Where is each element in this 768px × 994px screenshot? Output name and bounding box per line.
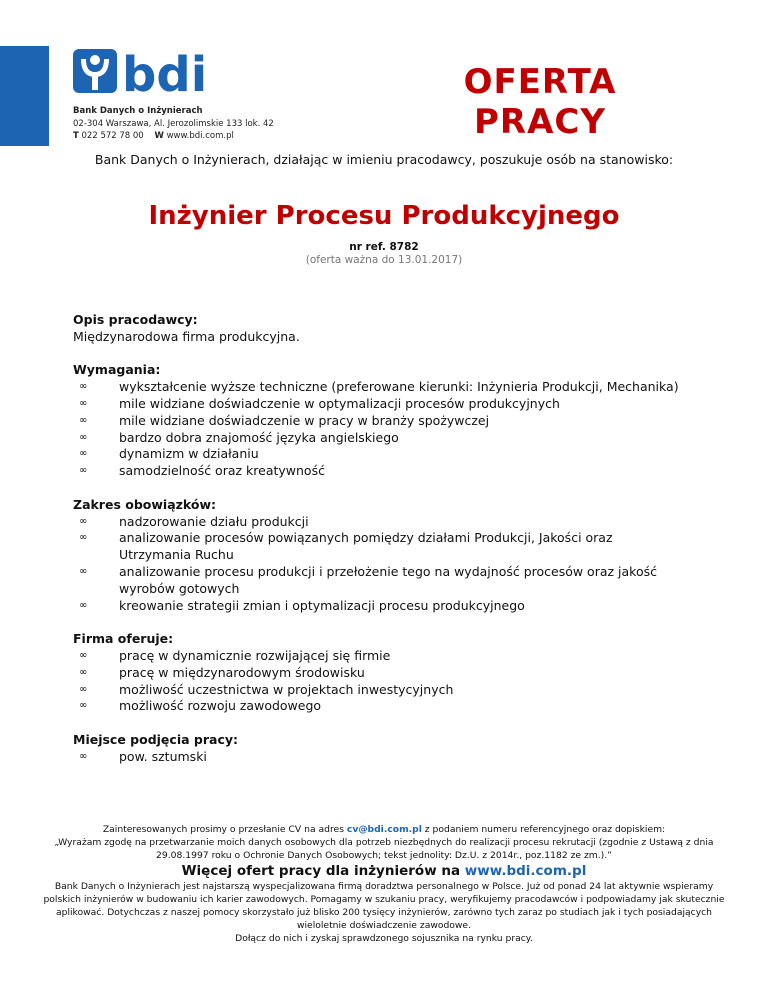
duty-item: ∞ kreowanie strategii zmian i optymalizacji procesu produkcyjnego xyxy=(73,598,713,615)
benefit-item: ∞ pracę w międzynarodowym środowisku xyxy=(73,665,713,682)
duties-heading: Zakres obowiązków: xyxy=(73,496,217,512)
reference-number: nr ref. 8782 xyxy=(349,241,419,253)
job-title: Inżynier Procesu Produkcyjnego xyxy=(148,201,620,231)
benefit-item: ∞ możliwość rozwoju zawodowego xyxy=(73,698,713,715)
location-heading: Miejsce podjęcia pracy: xyxy=(73,731,238,747)
benefit-item: ∞ pracę w dynamicznie rozwijającej się firmie xyxy=(73,648,713,665)
bdi-logo xyxy=(73,47,213,95)
requirement-item: ∞ mile widziane doświadczenie w pracy w branży spożywczej xyxy=(73,413,713,430)
more-offers xyxy=(40,863,728,880)
benefits-heading: Firma oferuje: xyxy=(73,631,174,647)
company-contact xyxy=(73,130,274,143)
requirement-item: ∞ wykształcenie wyższe techniczne (preferowane kierunki: Inżynieria Produkcji, Mechanika) xyxy=(73,379,713,396)
bdi-person-icon xyxy=(73,49,117,93)
company-phone: 022 572 78 00 xyxy=(81,131,144,141)
logo-wordmark: bdi xyxy=(122,47,208,95)
offer-title xyxy=(440,62,640,142)
about-company: Bank Danych o Inżynierach jest najstarszą wyspecjalizowana firmą doradztwa personalnego w Polsce. Już od ponad 24 lat aktywnie wspieramy polskich inżynierów w budowaniu ich karier zawodowych. Pomagamy w szukaniu pracy, weryfikujemy pracodawców i podpowiadamy jak skutecznie aplikować. Dotychczas z naszej pomocy skorzystało już blisko 200 tysięcy inżynierów, zarówno tych zaraz po studiach jak i tych posiadających wieloletnie doświadczenie zawodowe. xyxy=(43,881,725,931)
company-info xyxy=(73,105,274,143)
duty-item: ∞ analizowanie procesu produkcji i przełożenie tego na wydajność procesów oraz jakość wyrobów gotowych xyxy=(73,564,713,598)
company-website: www.bdi.com.pl xyxy=(166,131,234,141)
website-link[interactable]: www.bdi.com.pl xyxy=(464,863,587,879)
requirement-item: ∞ samodzielność oraz kreatywność xyxy=(73,463,713,480)
duty-item: ∞ nadzorowanie działu produkcji xyxy=(73,514,713,531)
company-address: 02-304 Warszawa, Al. Jerozolimskie 133 lok. 42 xyxy=(73,118,274,129)
employer-section xyxy=(73,312,713,346)
benefit-item: ∞ możliwość uczestnictwa w projektach inwestycyjnych xyxy=(73,682,713,699)
requirement-item: ∞ dynamizm w działaniu xyxy=(73,446,713,463)
company-name: Bank Danych o Inżynierach xyxy=(73,106,203,116)
requirements-section xyxy=(73,362,713,480)
location-section xyxy=(73,732,713,766)
duties-section xyxy=(73,497,713,615)
requirements-heading: Wymagania: xyxy=(73,362,161,378)
offer-validity: (oferta ważna do 13.01.2017) xyxy=(305,254,463,266)
offer-title-line1: OFERTA xyxy=(463,62,617,102)
employer-description: Międzynarodowa firma produkcyjna. xyxy=(73,328,300,344)
phone-label: T xyxy=(73,131,79,141)
apply-text-continued: z podaniem numeru referencyjnego oraz dopiskiem: xyxy=(421,824,666,835)
footer xyxy=(40,823,728,945)
benefits-section xyxy=(73,631,713,715)
application-instructions xyxy=(40,823,728,836)
more-offers-label: Więcej ofert pracy dla inżynierów na xyxy=(181,863,461,879)
offer-content xyxy=(73,312,713,782)
consent-clause: „Wyrażam zgodę na przetwarzanie moich danych osobowych dla potrzeb niezbędnych do realizacji procesu rekrutacji (zgodnie z Ustawą z dnia 29.08.1997 roku o Ochronie Danych Osobowych; tekst jednolity: Dz.U. z 2014r., poz.1182 ze zm.).” xyxy=(54,837,714,861)
duty-item: ∞ analizowanie procesów powiązanych pomiędzy działami Produkcji, Jakości oraz Utrzymania Ruchu xyxy=(73,530,713,564)
employer-heading: Opis pracodawcy: xyxy=(73,312,198,327)
web-label: W xyxy=(154,131,164,141)
brand-color-bar xyxy=(0,46,49,146)
intro-text: Bank Danych o Inżynierach, działając w imieniu pracodawcy, poszukuje osób na stanowisko: xyxy=(94,152,674,167)
apply-text: Zainteresowanych prosimy o przesłanie CV na adres xyxy=(102,824,347,835)
requirement-item: ∞ bardzo dobra znajomość języka angielskiego xyxy=(73,430,713,447)
location-item: ∞ pow. sztumski xyxy=(73,749,713,766)
email-link[interactable]: cv@bdi.com.pl xyxy=(346,824,422,835)
requirement-item: ∞ mile widziane doświadczenie w optymalizacji procesów produkcyjnych xyxy=(73,396,713,413)
offer-title-line2: PRACY xyxy=(474,102,606,142)
call-to-action: Dołącz do nich i zyskaj sprawdzonego sojusznika na rynku pracy. xyxy=(235,933,533,944)
